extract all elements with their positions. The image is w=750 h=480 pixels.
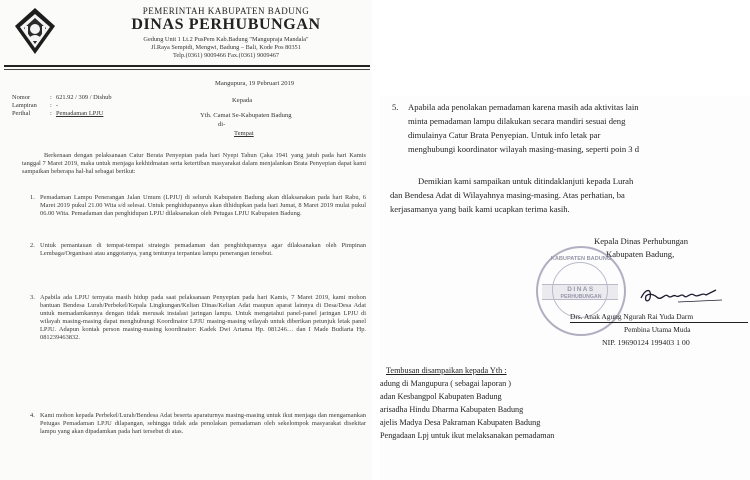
item-5-line-4: menghubungi koordinator wilayah masing-masing, seperti poin 3 d bbox=[408, 144, 640, 154]
signatory-nip: NIP. 19690124 199403 1 00 bbox=[602, 338, 690, 347]
badung-emblem-logo bbox=[12, 6, 58, 56]
place-date: Mangupura, 19 Pebruari 2019 bbox=[215, 80, 295, 87]
signatory-rank: Pembina Utama Muda bbox=[624, 325, 691, 334]
letterhead-rule bbox=[4, 65, 370, 67]
item-2-number: 2. bbox=[30, 242, 35, 249]
closing-line-3: kerjasamanya yang baik kami ucapkan terima kasih. bbox=[390, 204, 570, 214]
cc-line-1: adung di Mangupura ( sebagai laporan ) bbox=[380, 379, 511, 388]
closing-line-1: Demikian kami sampaikan untuk ditindaklanjuti kepada Lurah bbox=[418, 176, 634, 186]
stamp-band-text: DINAS bbox=[567, 286, 595, 293]
stamp-top-text: KABUPATEN BADUNG bbox=[550, 256, 612, 262]
letterhead-address-line-1: Gedung Unit 1 Lt.2 PusPem Kab.Badung "Mangupraja Mandala" bbox=[143, 36, 309, 43]
nomor-label: Nomor bbox=[12, 94, 31, 101]
recipient-tempat: Tempat bbox=[234, 130, 254, 137]
lampiran-label: Lampiran bbox=[12, 102, 37, 109]
perihal-value: Pemadaman LPJU bbox=[56, 110, 104, 117]
cc-line-3: arisadha Hindu Dharma Kabupaten Badung bbox=[380, 405, 524, 414]
letterhead-department: DINAS PERHUBUNGAN bbox=[131, 16, 321, 33]
letterhead-government: PEMERINTAH KABUPATEN BADUNG bbox=[142, 6, 310, 16]
lampiran-colon: : bbox=[50, 102, 52, 109]
cc-line-5: Pengadaan Lpj untuk ikut melaksanakan pemadaman bbox=[380, 431, 555, 440]
intro-paragraph: Berkenaan dengan pelaksanaan Catur Berata Penyepian pada hari Nyepi Tahun Çaka 1941 yang jatuh pada hari Kamis tanggal 7 Maret 2019, maka untuk menjaga kekhidmatan serta ketertiban masyarakat dalam menjalankan Brata Penyepian dapat kami sampaikan beberapa hal-hal sebagai berikut: bbox=[22, 152, 366, 176]
item-2-text: Untuk pemantauan di tempat-tempat strategis pemadaman dan penghidupannya agar dilaksanakan oleh Pimpinan Lembaga/Organisasi atau anggotanya, yang tentunya terpantau lampu penerangan tersebut. bbox=[40, 242, 366, 258]
signatory-region: Kabupaten Badung, bbox=[606, 249, 675, 259]
cc-heading: Tembusan disampaikan kepada Yth : bbox=[386, 366, 507, 375]
item-5-line-2: minta pemadaman lampu dilakukan secara mandiri sesuai deng bbox=[408, 116, 626, 126]
letter-page-2 bbox=[380, 96, 750, 480]
handwritten-signature bbox=[638, 284, 728, 306]
perihal-label: Perihal bbox=[12, 110, 31, 117]
signatory-title: Kepala Dinas Perhubungan bbox=[594, 236, 689, 246]
item-4-number: 4. bbox=[30, 412, 35, 419]
closing-line-2: dan Bendesa Adat di Wilayahnya masing-masing. Atas perhatian, ba bbox=[390, 190, 625, 200]
item-5-line-1: Apabila ada penolakan pemadaman karena masih ada aktivitas lain bbox=[408, 102, 639, 112]
recipient-di: di- bbox=[218, 121, 226, 128]
item-1-number: 1. bbox=[30, 194, 35, 201]
letterhead-rule-thin bbox=[4, 69, 370, 70]
letterhead-address-line-2: Jl.Raya Sempidi, Mengwi, Badung – Bali, Kode Pos 80351 bbox=[151, 44, 301, 51]
letter-page-1 bbox=[0, 0, 372, 480]
letterhead-address-line-3: Telp.(0361) 9009466 Fax.(0361) 9009467 bbox=[172, 52, 280, 59]
recipient-kepada: Kepada bbox=[232, 97, 253, 104]
item-4-text: Kami mohon kepada Perbekel/Lurah/Bendesa Adat beserta aparaturnya masing-masing untuk ikut menjaga dan mengamankan Petugas Pemadaman LPJU dilapangan, sehingga tidak ada penolakan pemadaman oleh sekelompok masyarakat disekitar lampu yang akan dipadamkan pada hari tersebut di atas. bbox=[40, 412, 366, 436]
item-5-line-3: dimulainya Catur Brata Penyepian. Untuk info letak par bbox=[408, 130, 601, 140]
nomor-colon: : bbox=[50, 94, 52, 101]
cc-line-4: ajelis Madya Desa Pakraman Kabupaten Badung bbox=[380, 418, 541, 427]
item-1-text: Pemadaman Lampu Penerangan Jalan Umum (LPJU) di seluruh Kabupaten Badung akan dilaksanakan pada hari Rabu, 6 Maret 2019 pukul 21.00 Wita s/d selesai. Untuk penghidupannya akan dihidupkan pada hari Jumat, 8 Maret 2019 mulai pukul 06.00 Wita. Pemadaman dan penghidupan LPJU dilaksanakan oleh Petugas LPJU Kabupaten Badung. bbox=[40, 194, 366, 218]
recipient-yth: Yth. Camat Se-Kabupaten Badung bbox=[200, 112, 292, 119]
lampiran-value: - bbox=[56, 102, 59, 109]
nomor-value: 621.92 / 309 / Dishub bbox=[56, 94, 112, 101]
item-5-number: 5. bbox=[392, 102, 399, 112]
stamp-sub-text: PERHUBUNGAN bbox=[560, 294, 602, 300]
signatory-name: Drs. Anak Agung Ngurah Rai Yuda Darm bbox=[570, 312, 694, 321]
cc-line-2: adan Kesbangpol Kabupaten Badung bbox=[380, 392, 502, 401]
perihal-colon: : bbox=[50, 110, 52, 117]
item-3-number: 3. bbox=[30, 294, 35, 301]
item-3-text: Apabila ada LPJU ternyata masih hidup pada saat pelaksanaan Penyepian pada hari Kamis, 7 Maret 2019, kami mohon bantuan Bendesa Lurah/Perbekel/Kepala Lingkungan/Kelian Dinas/Kelian Adat maupun aparat lainnya di Desa/Desa Adat untuk memadamkannya dengan tidak merusak instalasi jaringan lampu. Untuk mengetahui panel-panel jaringan LPJU di wilayah masing-masing dapat menghubungi Koordinator LPJU masing-masing wilayah untuk diberikan petunjuk letak panel LPJU. Adapun kontak person masing-masing koordinator: Kadek Dwi Artama Hp. 081246… dan I Made Budiarta Hp. 081239463832. bbox=[40, 294, 366, 342]
signatory-name-underline bbox=[570, 322, 748, 323]
